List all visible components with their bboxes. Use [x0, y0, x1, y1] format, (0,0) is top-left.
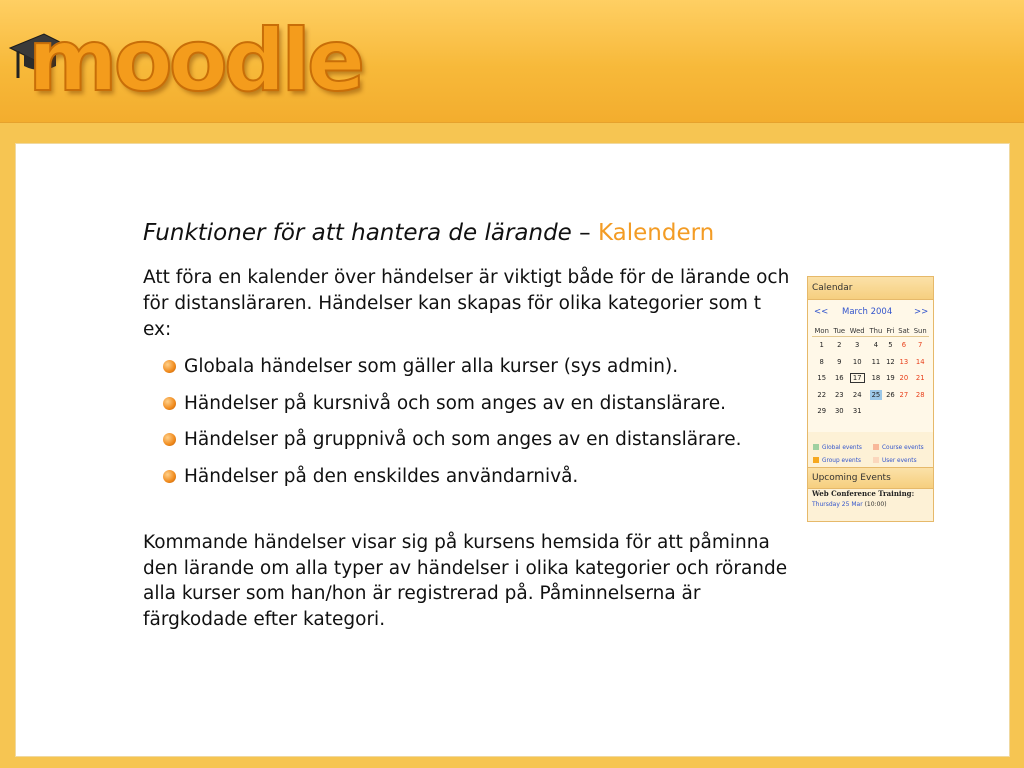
month-link[interactable]: March 2004: [842, 307, 893, 317]
calendar-day-label: 21: [915, 374, 925, 383]
list-item: [163, 391, 813, 428]
bullet-icon: [163, 360, 176, 373]
bullet-text: Globala händelser som gäller alla kurser (sys admin).: [184, 356, 679, 377]
calendar-day-label: 30: [834, 407, 844, 416]
global-swatch-icon: [813, 444, 819, 450]
calendar-day[interactable]: [896, 370, 911, 387]
legend-course[interactable]: [873, 444, 924, 451]
calendar-day[interactable]: [896, 354, 911, 371]
calendar-day-label: 25: [871, 390, 881, 399]
calendar-day[interactable]: [812, 403, 831, 420]
calendar-day-label: 7: [918, 341, 923, 350]
weekday-header: Mon: [812, 325, 831, 337]
weekday-header: Sun: [911, 325, 929, 337]
calendar-day-label: 14: [915, 357, 925, 366]
calendar-day[interactable]: [885, 387, 897, 404]
calendar-day: [885, 403, 897, 420]
calendar-day-label: 15: [817, 374, 827, 383]
calendar-day-label: 13: [899, 357, 909, 366]
calendar-day[interactable]: [896, 387, 911, 404]
weekday-header: Thu: [867, 325, 884, 337]
calendar-day[interactable]: [831, 354, 847, 371]
weekday-header: Sat: [898, 326, 910, 335]
calendar-day[interactable]: [867, 370, 884, 387]
upcoming-event-date: [812, 501, 932, 508]
calendar-day-label: 11: [871, 357, 881, 366]
group-swatch-icon: [813, 457, 819, 463]
calendar-grid: [812, 325, 929, 420]
calendar-widget: [807, 276, 934, 522]
course-swatch-icon: [873, 444, 879, 450]
outro-paragraph: Kommande händelser visar sig på kursens hemsida för att påminna den lärande om alla typer av händelser i olika kategorier och rörande alla kurser som han/hon är registrerad på. Påminnelserna är färgkodade efter kategori.: [143, 532, 788, 630]
calendar-day-label: 5: [888, 341, 893, 350]
title-main: Funktioner för att hantera de lärande: [143, 220, 572, 246]
prev-month-link[interactable]: <<: [814, 307, 829, 317]
calendar-day[interactable]: [867, 337, 884, 354]
bullet-icon: [163, 470, 176, 483]
calendar-day[interactable]: [911, 370, 929, 387]
calendar-day-label: 6: [901, 341, 907, 350]
calendar-day-label: 12: [886, 357, 895, 366]
calendar-day-label: 17: [850, 373, 865, 383]
calendar-day[interactable]: [831, 403, 847, 420]
calendar-day: [867, 403, 884, 420]
legend-group[interactable]: [813, 457, 861, 464]
calendar-week: [812, 403, 929, 420]
intro-paragraph: Att föra en kalender över händelser är viktigt både för de lärande och för distansläraren. Händelser kan skapas för olika kategorier som t ex:: [143, 267, 790, 340]
upcoming-events-body: [812, 489, 932, 508]
calendar-day-label: 8: [819, 357, 824, 366]
calendar-day-label: 3: [855, 341, 860, 350]
calendar-day[interactable]: [812, 354, 831, 371]
slide-title: [143, 220, 714, 246]
calendar-day: [911, 403, 929, 420]
calendar-day-label: 1: [819, 341, 824, 350]
weekday-header: Tue: [831, 325, 847, 337]
calendar-day-label: 10: [852, 357, 862, 366]
calendar-day[interactable]: [847, 370, 867, 387]
calendar-day-label: 19: [886, 374, 895, 383]
calendar-day[interactable]: [885, 337, 897, 354]
header-banner: [0, 0, 1024, 123]
calendar-day-label: 31: [852, 407, 862, 416]
calendar-day[interactable]: [812, 387, 831, 404]
title-separator: –: [571, 220, 598, 246]
calendar-day[interactable]: [867, 354, 884, 371]
calendar-day[interactable]: [812, 337, 831, 354]
calendar-title: Calendar: [808, 277, 933, 300]
upcoming-date-link[interactable]: Thursday 25 Mar: [812, 501, 863, 508]
list-item: [163, 464, 813, 501]
calendar-week: [812, 337, 929, 354]
legend-user[interactable]: [873, 457, 917, 464]
calendar-day-label: 22: [817, 390, 827, 399]
upcoming-event-name[interactable]: Web Conference Training:: [812, 489, 915, 498]
bullet-text: Händelser på kursnivå och som anges av en distanslärare.: [184, 392, 727, 414]
legend-label: Global events: [822, 445, 862, 451]
bullet-list: [163, 354, 813, 500]
calendar-day[interactable]: [911, 387, 929, 404]
moodle-logo: [6, 11, 362, 111]
legend-global[interactable]: [813, 444, 862, 451]
weekday-header: Fri: [886, 326, 895, 335]
calendar-day-label: 4: [873, 341, 879, 350]
list-item: [163, 354, 813, 391]
bullet-text: Händelser på gruppnivå och som anges av en distanslärare.: [184, 429, 742, 450]
legend-label: Group events: [822, 458, 862, 464]
calendar-day-label: 24: [852, 390, 862, 399]
calendar-day[interactable]: [867, 387, 884, 404]
bullet-icon: [163, 433, 176, 446]
calendar-day-label: 27: [899, 390, 909, 399]
calendar-day-label: 26: [886, 390, 895, 399]
calendar-day[interactable]: [885, 354, 897, 371]
weekday-header: Wed: [847, 325, 867, 337]
bullet-icon: [163, 397, 176, 410]
next-month-link[interactable]: >>: [914, 307, 929, 317]
calendar-day[interactable]: [847, 403, 867, 420]
calendar-day[interactable]: [831, 387, 847, 404]
calendar-day[interactable]: [911, 354, 929, 371]
legend-label: User events: [882, 458, 917, 464]
calendar-day[interactable]: [896, 337, 911, 354]
calendar-day-label: 16: [834, 374, 844, 383]
user-swatch-icon: [873, 457, 879, 463]
calendar-body: [808, 300, 933, 464]
calendar-day-label: 18: [871, 374, 881, 383]
calendar-day-label: 28: [915, 390, 925, 399]
logo-wordmark: moodle: [28, 11, 362, 111]
list-item: [163, 427, 813, 464]
calendar-day[interactable]: [812, 370, 831, 387]
calendar-week: [812, 387, 929, 404]
legend-label: Course events: [882, 445, 924, 451]
bullet-text: Händelser på den enskildes användarnivå.: [184, 465, 579, 487]
calendar-day-label: 29: [817, 407, 827, 416]
upcoming-time: (10:00): [864, 501, 887, 508]
calendar-day-label: 23: [834, 390, 844, 399]
calendar-day[interactable]: [831, 370, 847, 387]
calendar-week: [812, 370, 929, 387]
calendar-day[interactable]: [847, 337, 867, 354]
calendar-day-label: 2: [837, 341, 842, 350]
upcoming-events-title: Upcoming Events: [808, 467, 933, 489]
title-accent: Kalendern: [597, 220, 715, 246]
calendar-day[interactable]: [911, 337, 929, 354]
calendar-day: [896, 403, 911, 420]
calendar-day[interactable]: [847, 354, 867, 371]
calendar-day-label: 20: [899, 374, 909, 383]
calendar-day[interactable]: [831, 337, 847, 354]
calendar-day[interactable]: [885, 370, 897, 387]
calendar-day[interactable]: [847, 387, 867, 404]
calendar-day-label: 9: [837, 357, 842, 366]
calendar-week: [812, 354, 929, 371]
